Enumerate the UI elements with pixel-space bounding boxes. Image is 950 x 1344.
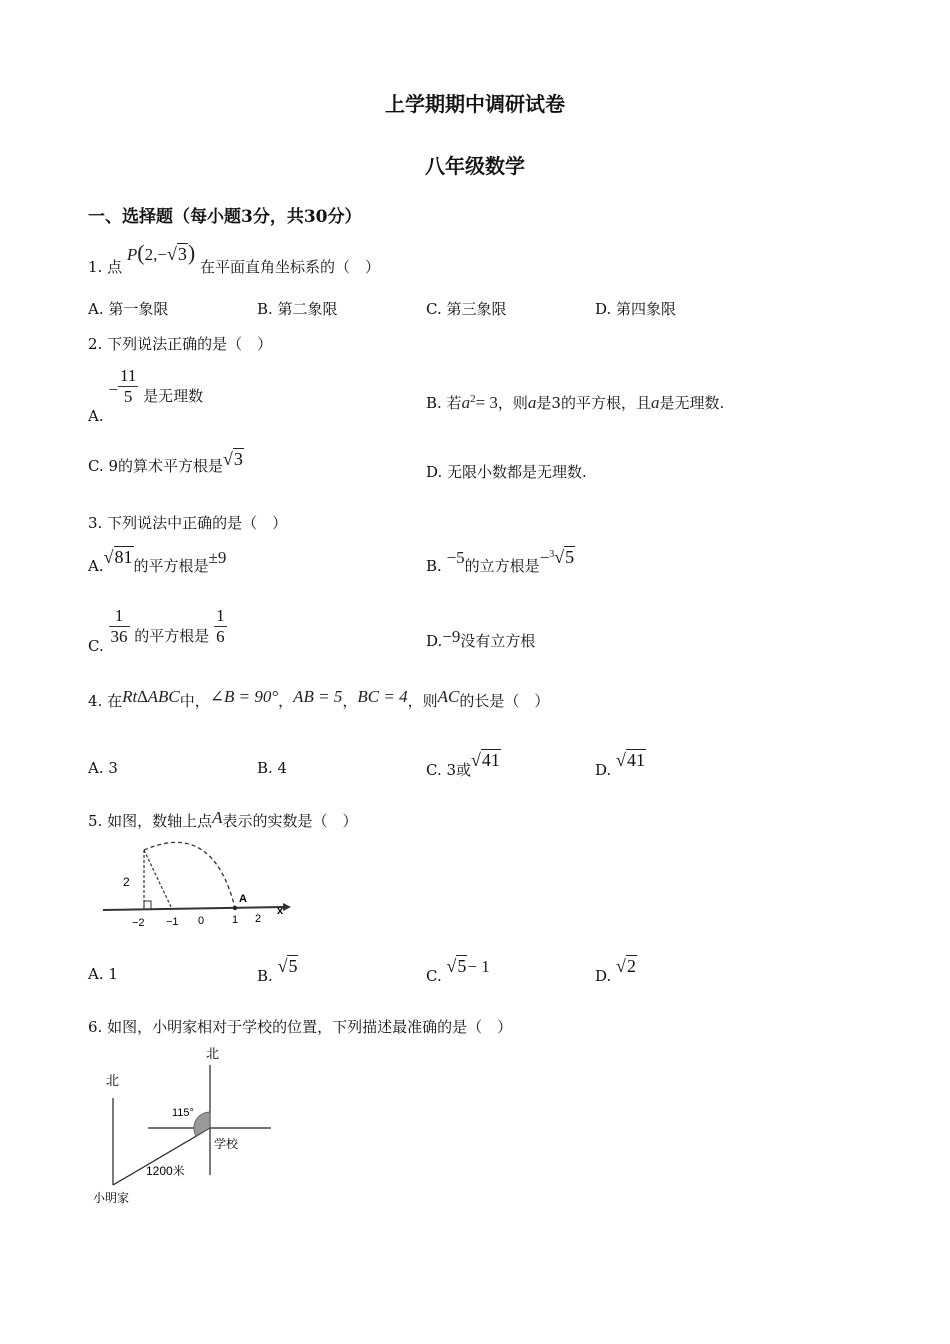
location-figure xyxy=(88,1040,288,1215)
compass-arc xyxy=(144,842,235,908)
q3-option-b: B. −5的立方根是−$^3$√5 xyxy=(426,547,575,575)
q5-option-d: D. √2 xyxy=(595,956,636,985)
tick-label: −2 xyxy=(132,917,145,929)
q2-a-fraction: $\frac{11}{5}$ xyxy=(119,366,137,406)
point-a-label: A xyxy=(239,893,247,905)
q6-stem: 6. 如图，小明家相对于学校的位置，下列描述最准确的是（ ） xyxy=(88,1018,513,1036)
q1-stem: 1. 点 P(2,−√3) 在平面直角坐标系的（ ） xyxy=(88,240,380,276)
angle-label: 115° xyxy=(172,1107,194,1119)
number-line-axis xyxy=(103,907,283,910)
q1-option-a: A. 第一象限 xyxy=(88,300,169,318)
page-subtitle: 八年级数学 xyxy=(425,154,525,178)
school-label: 学校 xyxy=(214,1137,239,1151)
q5-option-b: B. √5 xyxy=(257,956,298,985)
home-label: 小明家 xyxy=(93,1191,130,1205)
q1-prefix: 1. 点 xyxy=(88,258,123,276)
q3-c-fraction2: $\frac{1}{6}$ xyxy=(216,606,225,646)
q4-stem: 4. 在Rt∆ABC中，∠B = 90°，AB = 5，BC = 4，则AC的长是（ ） xyxy=(88,687,550,710)
q1-suffix: 在平面直角坐标系的（ ） xyxy=(199,258,380,276)
tick-label: −1 xyxy=(166,916,179,928)
q1-neg: − xyxy=(157,245,167,264)
q4-option-a: A. 3 xyxy=(88,759,118,777)
q1-root: 3 xyxy=(177,244,187,264)
north-label-school: 北 xyxy=(206,1046,220,1061)
q4-option-d: D. √41 xyxy=(595,750,645,779)
q1-coord-a: 2, xyxy=(144,245,158,264)
point-a-dot xyxy=(233,906,237,910)
axis-arrow-icon xyxy=(283,903,291,911)
page-title: 上学期期中调研试卷 xyxy=(385,92,565,116)
q3-option-a: A.√81的平方根是±9 xyxy=(88,547,227,575)
section-heading: 一、选择题（每小题3分，共30分） xyxy=(88,207,362,227)
q4-option-b: B. 4 xyxy=(257,759,288,777)
tick-label: 0 xyxy=(198,915,205,927)
q1-option-c: C. 第三象限 xyxy=(426,300,507,318)
q3-option-c: C. $\frac{1}{36}$ 的平方根是 $\frac{1}{6}$ xyxy=(88,606,225,655)
tick-label: 2 xyxy=(255,913,262,925)
angle-sector xyxy=(194,1112,210,1136)
q1-point: P xyxy=(126,245,138,264)
q5-stem: 5. 如图，数轴上点A表示的实数是（ ） xyxy=(88,808,358,830)
q2-option-d: D. 无限小数都是无理数. xyxy=(426,463,587,481)
q1-option-d: D. 第四象限 xyxy=(595,300,677,318)
q2-option-c: C. 9的算术平方根是√3 xyxy=(88,449,243,475)
right-angle-mark xyxy=(144,901,151,909)
q2-option-b: B. 若$a^2= 3$，则a是3的平方根，且a是无理数. xyxy=(426,393,725,412)
q5-option-a: A. 1 xyxy=(88,965,118,983)
q2-stem: 2. 下列说法正确的是（ ） xyxy=(88,335,273,353)
height-label: 2 xyxy=(123,875,130,889)
q4-option-c: C. 3或√41 xyxy=(426,750,500,779)
q3-stem: 3. 下列说法中正确的是（ ） xyxy=(88,514,288,532)
axis-x-label: x xyxy=(277,905,284,917)
q2-a-neg: − xyxy=(108,379,118,399)
hypotenuse-segment xyxy=(144,850,172,909)
north-label-home: 北 xyxy=(106,1073,120,1088)
q3-c-fraction1: $\frac{1}{36}$ xyxy=(110,606,128,646)
q3-option-d: D.−9没有立方根 xyxy=(426,627,536,650)
q2-option-a: A. − $\frac{11}{5}$ 是无理数 xyxy=(88,366,204,425)
q5-option-c: C. √5− 1 xyxy=(426,956,490,985)
tick-label: 1 xyxy=(232,914,239,926)
q1-option-b: B. 第二象限 xyxy=(257,300,338,318)
distance-label: 1200米 xyxy=(146,1164,185,1178)
number-line-figure xyxy=(95,838,315,933)
